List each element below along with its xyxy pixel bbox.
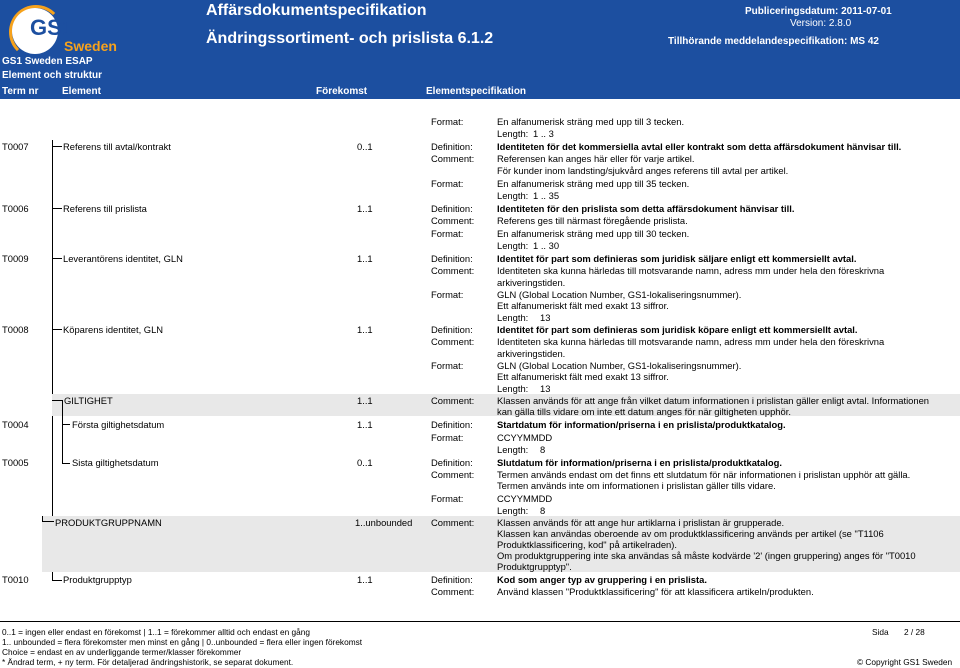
length-label: Length:: [497, 240, 529, 251]
element-name: PRODUKTGRUPPNAMN: [55, 517, 162, 528]
element-name: GILTIGHET: [64, 395, 113, 406]
tree-branch: [52, 258, 62, 259]
tree-branch: [62, 463, 70, 464]
format-value: En alfanumerisk sträng med upp till 30 tecken.: [497, 228, 690, 239]
format-value: Ett alfanumeriskt fält med exakt 13 siffror.: [497, 300, 669, 311]
definition-label: Definition:: [431, 457, 473, 468]
definition-label: Definition:: [431, 419, 473, 430]
tree-branch: [52, 400, 62, 401]
length-label: Length:: [497, 444, 529, 455]
comment-label: Comment:: [431, 517, 475, 528]
copyright: © Copyright GS1 Sweden: [857, 657, 953, 667]
comment-value: Använd klassen "Produktklassificering" för att klassificera artikeln/produkten.: [497, 586, 814, 597]
version: Version: 2.8.0: [790, 18, 852, 29]
format-value: GLN (Global Location Number, GS1-lokaliseringsnummer).: [497, 360, 742, 371]
comment-value: Om produktgruppering inte ska användas så måste kodvärde '2' (ingen gruppering) anges för "T0010: [497, 550, 916, 561]
doc-title: Affärsdokumentspecifikation: [206, 2, 427, 19]
tree-subtrunk: [62, 400, 63, 464]
format-value: Ett alfanumeriskt fält med exakt 13 siffror.: [497, 371, 669, 382]
footer-legend: 0..1 = ingen eller endast en förekomst | 1..1 = förekommer alltid och endast en gång: [2, 627, 310, 637]
term-number: T0007: [2, 141, 29, 152]
comment-value: Klassen kan användas oberoende av om produktklassificering används per artikel (se "T1106: [497, 528, 884, 539]
col-occurrence: Förekomst: [316, 86, 368, 97]
format-label: Format:: [431, 178, 464, 189]
element-name: Leverantörens identitet, GLN: [63, 253, 183, 264]
occurrence: 1..1: [357, 203, 373, 214]
occurrence: 0..1: [357, 457, 373, 468]
definition-label: Definition:: [431, 574, 473, 585]
comment-label: Comment:: [431, 265, 475, 276]
comment-label: Comment:: [431, 586, 475, 597]
col-term: Term nr: [2, 86, 39, 97]
comment-value: Identiteten ska kunna härledas till motsvarande namn, adress mm under hela den föreskrivna: [497, 336, 885, 347]
format-value: En alfanumerisk sträng med upp till 3 tecken.: [497, 116, 685, 127]
element-name: Köparens identitet, GLN: [63, 324, 164, 335]
comment-value: Termen används inte om informationen i prislistan gäller tills vidare.: [497, 480, 776, 491]
length-value: 13: [540, 383, 551, 394]
length-label: Length:: [497, 190, 529, 201]
comment-value: arkiveringstiden.: [497, 348, 566, 359]
col-spec: Elementspecifikation: [426, 86, 527, 97]
format-value: En alfanumerisk sträng med upp till 35 tecken.: [497, 178, 690, 189]
tree-branch: [42, 521, 54, 522]
format-label: Format:: [431, 360, 464, 371]
comment-value: Referensen kan anges här eller för varje artikel.: [497, 153, 695, 164]
element-name: Referens till prislista: [63, 203, 147, 214]
comment-label: Comment:: [431, 153, 475, 164]
length-value: 1 .. 3: [533, 128, 554, 139]
occurrence: 1..1: [357, 395, 373, 406]
occurrence: 1..1: [357, 419, 373, 430]
definition-value: Kod som anger typ av gruppering i en prislista.: [497, 574, 707, 585]
doc-subtitle: Ändringssortiment- och prislista 6.1.2: [206, 30, 494, 47]
occurrence: 1..1: [357, 324, 373, 335]
header-bar: [0, 56, 960, 99]
term-number: T0006: [2, 203, 29, 214]
comment-value: Produktklassificering, kod" på artikelraden).: [497, 539, 677, 550]
footer-legend: 1.. unbounded = flera förekomster men minst en gång | 0..unbounded = flera eller ingen förekomst: [2, 637, 363, 647]
length-value: 8: [540, 505, 546, 516]
term-number: T0008: [2, 324, 29, 335]
col-element: Element: [62, 86, 101, 97]
footer-legend: * Ändrad term, + ny term. För detaljerad ändringshistorik, se separat dokument.: [2, 657, 294, 667]
tree-branch: [62, 424, 70, 425]
format-value: CCYYMMDD: [497, 432, 553, 443]
occurrence: 1..1: [357, 574, 373, 585]
element-name: Referens till avtal/kontrakt: [63, 141, 171, 152]
occurrence: 1..unbounded: [355, 517, 413, 528]
tree-branch: [52, 146, 62, 147]
comment-value: Klassen används för att ange från vilket datum informationen i prislistan gäller enligt avtal. Informationen: [497, 395, 930, 406]
tree-trunk: [52, 140, 53, 581]
definition-value: Identiteten för den prislista som detta affärsdokument hänvisar till.: [497, 203, 795, 214]
comment-value: arkiveringstiden.: [497, 277, 566, 288]
tree-branch: [52, 208, 62, 209]
page-label: Sida: [872, 627, 889, 637]
format-label: Format:: [431, 116, 464, 127]
definition-value: Identiteten för det kommersiella avtal eller kontrakt som detta affärsdokument hänvisar till.: [497, 141, 902, 152]
comment-label: Comment:: [431, 395, 475, 406]
term-number: T0005: [2, 457, 29, 468]
esap-label: GS1 Sweden ESAP: [2, 56, 93, 67]
logo-brand: GS1: [30, 15, 75, 40]
term-number: T0004: [2, 419, 29, 430]
definition-label: Definition:: [431, 253, 473, 264]
footer-divider: [0, 621, 960, 622]
format-label: Format:: [431, 228, 464, 239]
element-name: Första giltighetsdatum: [72, 419, 165, 430]
length-value: 8: [540, 444, 546, 455]
element-name: Sista giltighetsdatum: [72, 457, 159, 468]
format-label: Format:: [431, 432, 464, 443]
definition-value: Slutdatum för information/priserna i en prislista/produktkatalog.: [497, 457, 782, 468]
publication-date: Publiceringsdatum: 2011-07-01: [745, 6, 892, 17]
definition-label: Definition:: [431, 141, 473, 152]
page-number: 2 / 28: [904, 627, 925, 637]
term-number: T0009: [2, 253, 29, 264]
footer-legend: Choice = endast en av underliggande termer/klasser förekommer: [2, 647, 242, 657]
tree-branch: [52, 580, 62, 581]
length-label: Length:: [497, 128, 529, 139]
comment-label: Comment:: [431, 336, 475, 347]
comment-value: Produktgrupptyp".: [497, 561, 572, 572]
comment-value: Termen används endast om det finns ett slutdatum för när informationen i prislistan upphör att gälla.: [497, 469, 911, 480]
occurrence: 1..1: [357, 253, 373, 264]
term-number: T0010: [2, 574, 29, 585]
format-label: Format:: [431, 493, 464, 504]
comment-value: Klassen används för att ange hur artiklarna i prislistan är grupperade.: [497, 517, 785, 528]
length-label: Length:: [497, 383, 529, 394]
tree-branch: [52, 329, 62, 330]
comment-label: Comment:: [431, 469, 475, 480]
definition-label: Definition:: [431, 203, 473, 214]
comment-label: Comment:: [431, 215, 475, 226]
definition-label: Definition:: [431, 324, 473, 335]
definition-value: Startdatum för information/priserna i en prislista/produktkatalog.: [497, 419, 786, 430]
format-value: GLN (Global Location Number, GS1-lokaliseringsnummer).: [497, 289, 742, 300]
message-spec: Tillhörande meddelandespecifikation: MS 42: [668, 36, 879, 47]
length-value: 1 .. 35: [533, 190, 560, 201]
format-value: CCYYMMDD: [497, 493, 553, 504]
comment-value: kan gälla tills vidare om inte ett datum anges för när giltigheten upphör.: [497, 406, 791, 417]
comment-value: Referens ges till närmast föregående prislista.: [497, 215, 688, 226]
definition-value: Identitet för part som definieras som juridisk säljare enligt ett kommersiellt avtal.: [497, 253, 857, 264]
logo-country: Sweden: [64, 38, 117, 54]
format-label: Format:: [431, 289, 464, 300]
comment-value: För kunder inom landsting/sjukvård anges referens till avtal per artikel.: [497, 165, 789, 176]
length-value: 1 .. 30: [533, 240, 560, 251]
length-label: Length:: [497, 312, 529, 323]
comment-value: Identiteten ska kunna härledas till motsvarande namn, adress mm under hela den föreskrivna: [497, 265, 885, 276]
length-value: 13: [540, 312, 551, 323]
section-title: Element och struktur: [2, 70, 103, 81]
element-name: Produktgrupptyp: [63, 574, 132, 585]
length-label: Length:: [497, 505, 529, 516]
occurrence: 0..1: [357, 141, 373, 152]
definition-value: Identitet för part som definieras som juridisk köpare enligt ett kommersiellt avtal.: [497, 324, 858, 335]
